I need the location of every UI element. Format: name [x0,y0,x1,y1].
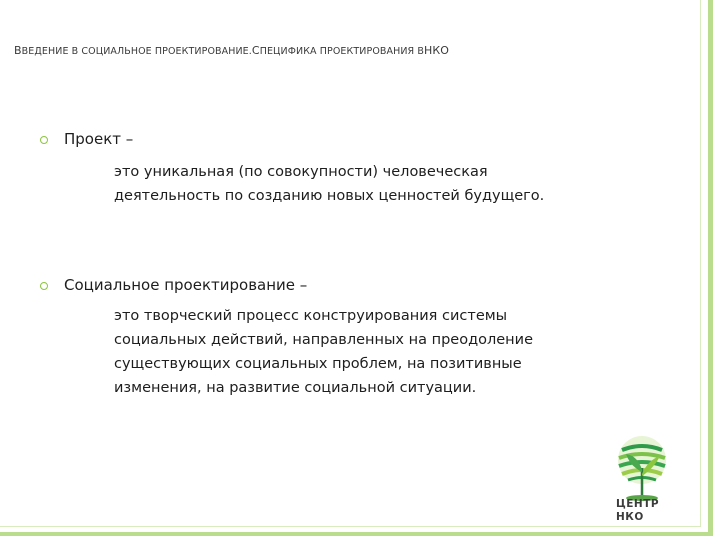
definition-line: это творческий процесс конструирования системы [114,308,508,324]
definition-line: это уникальная (по совокупности) человеческая [114,164,488,180]
term-label: Социальное проектирование – [64,276,308,294]
definition-line: существующих социальных проблем, на позитивные [114,356,522,372]
slide-heading: ВВЕДЕНИЕ В СОЦИАЛЬНОЕ ПРОЕКТИРОВАНИЕ.СПЕЦИФИКА ПРОЕКТИРОВАНИЯ ВНКО [14,44,450,57]
definition-line: социальных действий, направленных на преодоление [114,332,533,348]
logo-text-line2: НКО [616,511,644,523]
definition-line: деятельность по созданию новых ценностей будущего. [114,188,545,204]
ring-bullet-icon [40,136,48,144]
definition-text [114,160,544,208]
definition-line: изменения, на развитие социальной ситуации. [114,380,477,396]
definition-text [114,304,533,400]
ring-bullet-icon [40,282,48,290]
term-label: Проект – [64,130,134,148]
logo-text-line1: ЦЕНТР [616,498,660,510]
